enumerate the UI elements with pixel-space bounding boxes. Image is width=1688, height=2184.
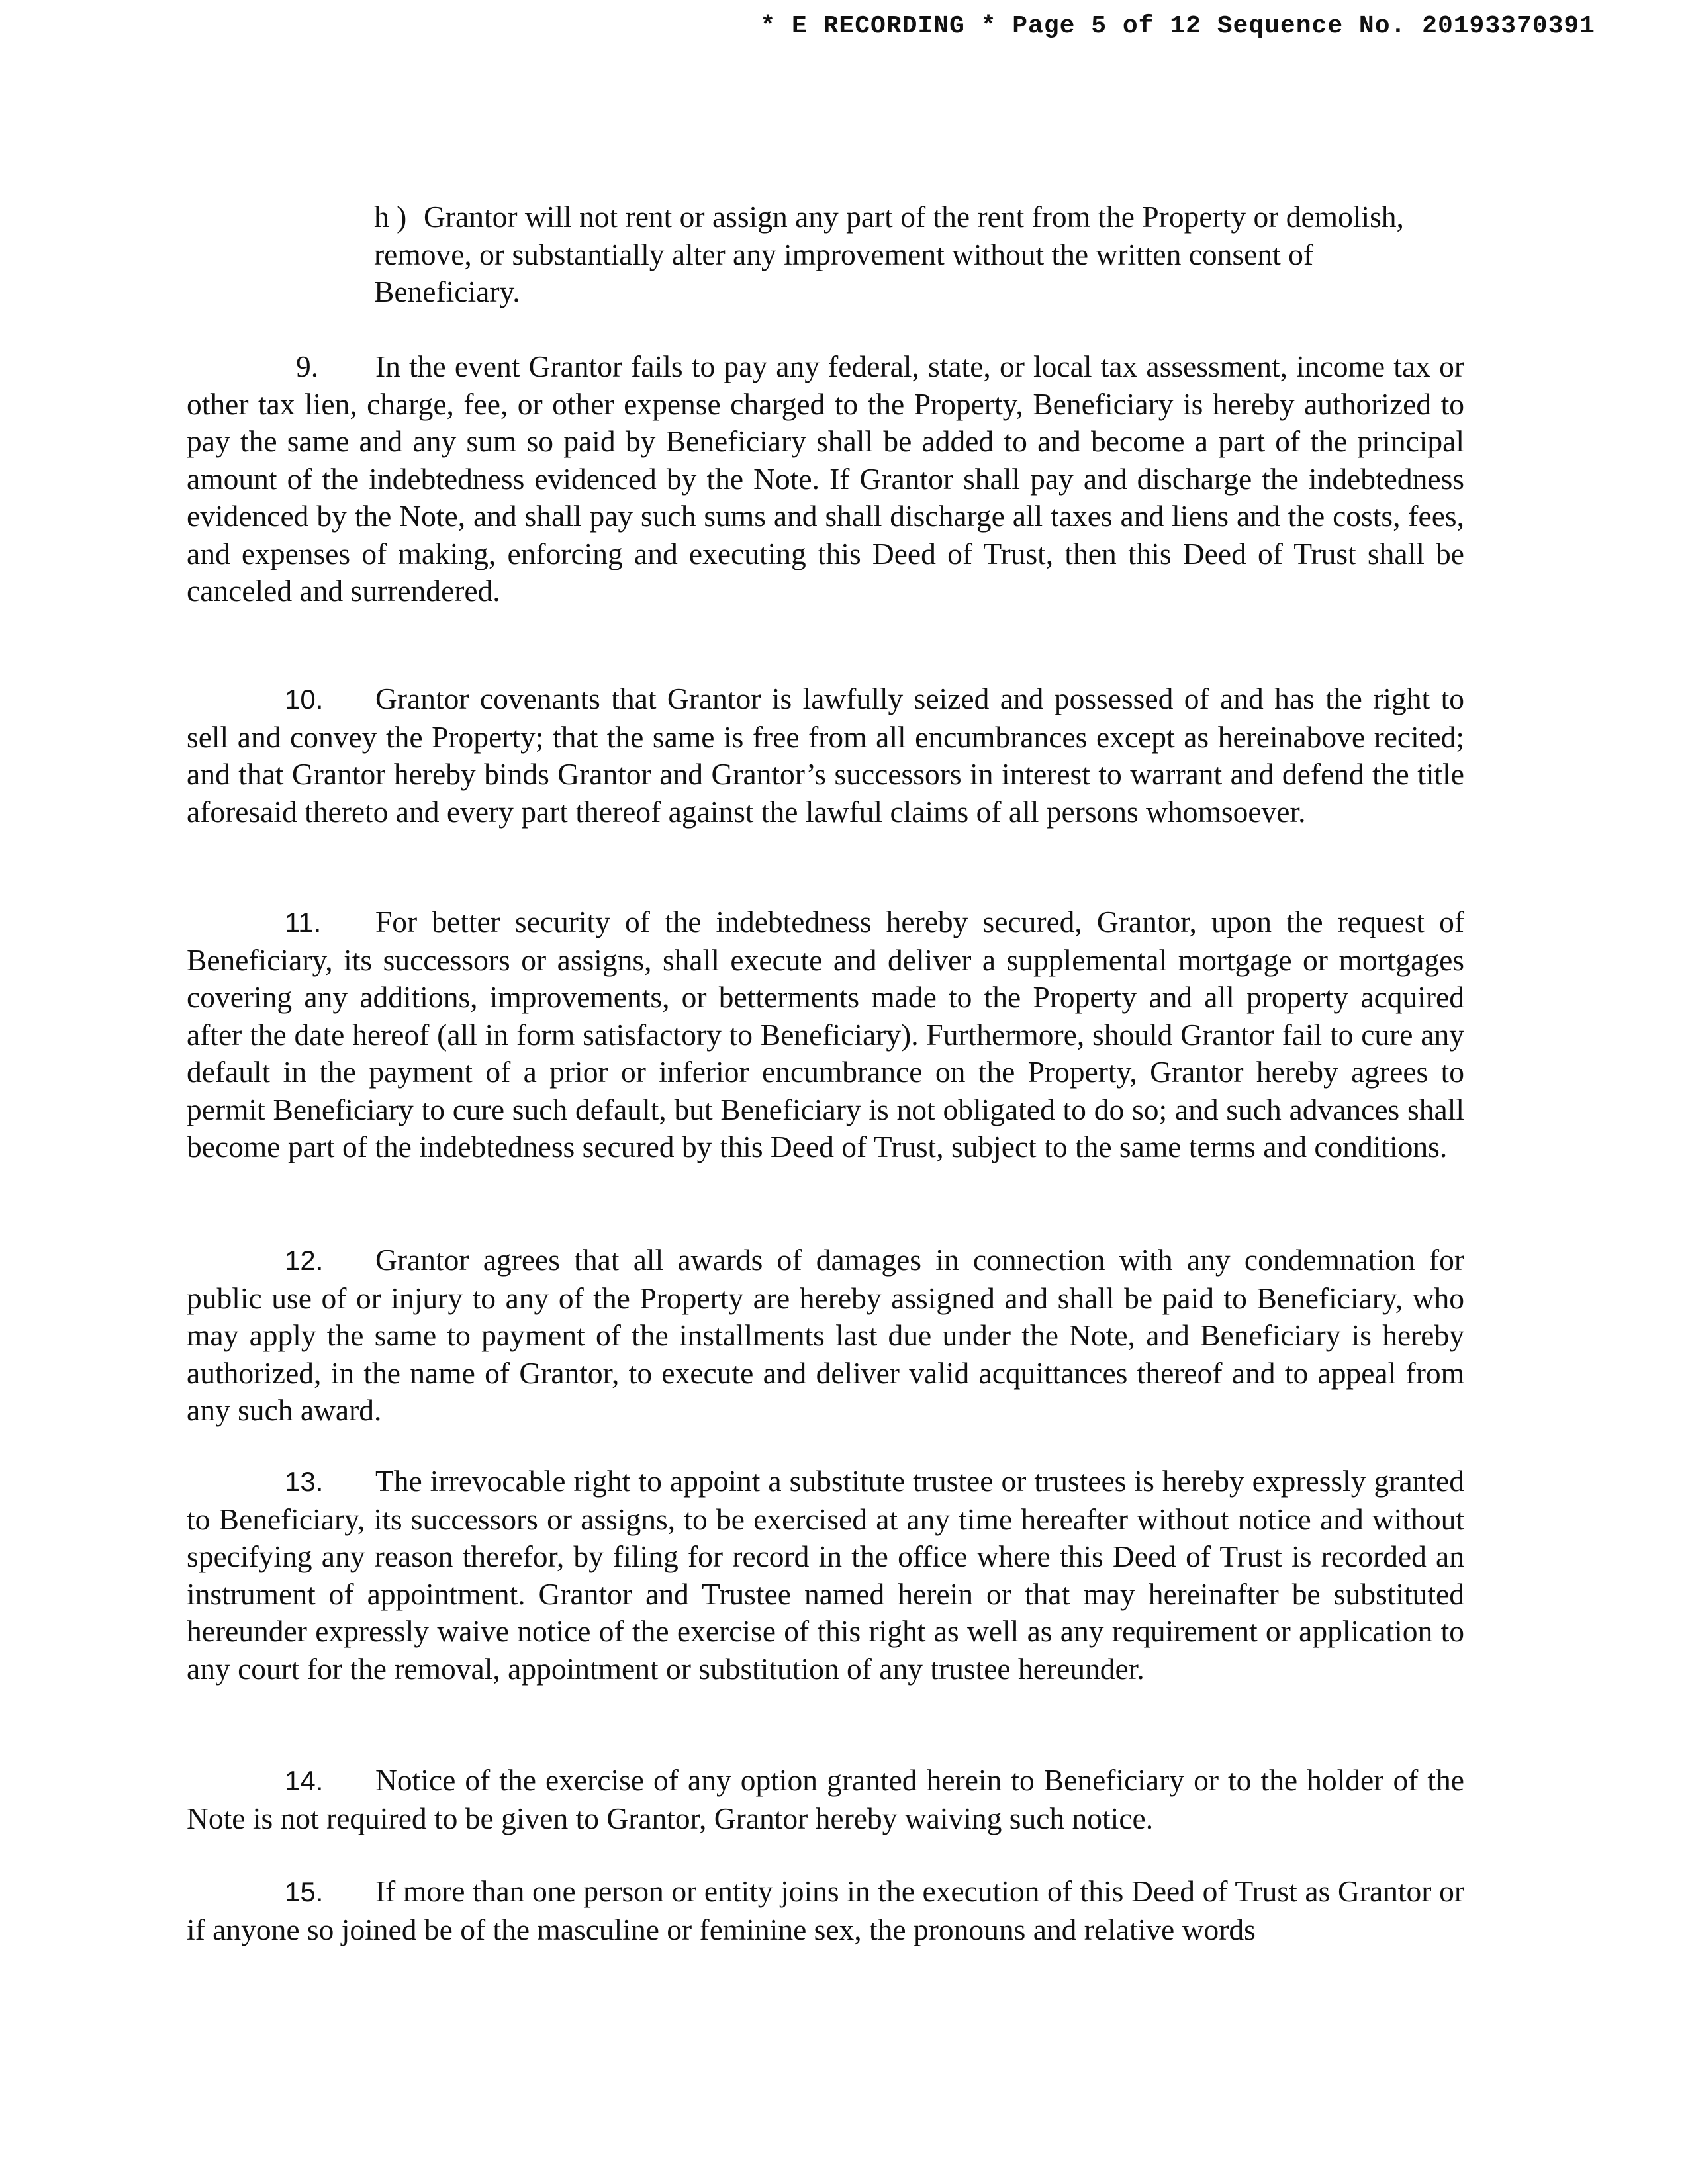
subitem-h-text: Grantor will not rent or assign any part of the rent from the Property or demolish, remove, or substantially alter any improvement without the written consent of Beneficiary. [374, 200, 1404, 308]
paragraph-9 [187, 348, 1464, 610]
paragraph-12 [187, 1242, 1464, 1430]
paragraph-10 [187, 680, 1464, 831]
paragraph-15-number: 15. [285, 1876, 324, 1907]
paragraph-12-number: 12. [285, 1245, 324, 1276]
paragraph-14-number: 14. [285, 1765, 324, 1796]
paragraph-14 [187, 1762, 1464, 1837]
paragraph-14-text: Notice of the exercise of any option granted herein to Beneficiary or to the holder of the Note is not required to be given to Grantor, Grantor hereby waiving such notice. [187, 1763, 1464, 1835]
subitem-h [374, 199, 1407, 311]
paragraph-9-number: 9. [296, 349, 319, 383]
recording-header: * E RECORDING * Page 5 of 12 Sequence No. 20193370391 [760, 12, 1595, 40]
subitem-h-label: h ) [374, 200, 407, 234]
paragraph-13-number: 13. [285, 1466, 324, 1497]
paragraph-13-text: The irrevocable right to appoint a substitute trustee or trustees is hereby expressly granted to Beneficiary, its successors or assigns, to be exercised at any time hereafter without notice and without specifying any reason therefor, by filing for record in the office where this Deed of Trust is recorded an instrument of appointment. Grantor and Trustee named herein or that may hereinafter be substituted hereunder expressly waive notice of the exercise of this right as well as any requirement or application to any court for the removal, appointment or substitution of any trustee hereunder. [187, 1464, 1464, 1686]
paragraph-13 [187, 1463, 1464, 1688]
paragraph-10-number: 10. [285, 684, 324, 715]
paragraph-11 [187, 903, 1464, 1166]
paragraph-10-text: Grantor covenants that Grantor is lawfully seized and possessed of and has the right to sell and convey the Property; that the same is free from all encumbrances except as hereinabove recited; and that Grantor hereby binds Grantor and Grantor’s successors in interest to warrant and defend the title aforesaid thereto and every part thereof against the lawful claims of all persons whomsoever. [187, 682, 1464, 829]
paragraph-9-text: In the event Grantor fails to pay any federal, state, or local tax assessment, income tax or other tax lien, charge, fee, or other expense charged to the Property, Beneficiary is hereby authorized to pay the same and any sum so paid by Beneficiary shall be added to and become a part of the principal amount of the indebtedness evidenced by the Note. If Grantor shall pay and discharge the indebtedness evidenced by the Note, and shall pay such sums and shall discharge all taxes and liens and the costs, fees, and expenses of making, enforcing and executing this Deed of Trust, then this Deed of Trust shall be canceled and surrendered. [187, 349, 1464, 608]
paragraph-12-text: Grantor agrees that all awards of damages in connection with any condemnation for public use of or injury to any of the Property are hereby assigned and shall be paid to Beneficiary, who may apply the same to payment of the installments last due under the Note, and Beneficiary is hereby authorized, in the name of Grantor, to execute and deliver valid acquittances thereof and to appeal from any such award. [187, 1243, 1464, 1427]
paragraph-11-number: 11. [285, 907, 322, 938]
paragraph-15-text: If more than one person or entity joins in the execution of this Deed of Trust as Grantor or if anyone so joined be of the masculine or feminine sex, the pronouns and relative words [187, 1874, 1464, 1946]
paragraph-15 [187, 1873, 1464, 1948]
paragraph-11-text: For better security of the indebtedness hereby secured, Grantor, upon the request of Beneficiary, its successors or assigns, shall execute and deliver a supplemental mortgage or mortgages covering any additions, improvements, or betterments made to the Property and all property acquired after the date hereof (all in form satisfactory to Beneficiary). Furthermore, should Grantor fail to cure any default in the payment of a prior or inferior encumbrance on the Property, Grantor hereby agrees to permit Beneficiary to cure such default, but Beneficiary is not obligated to do so; and such advances shall become part of the indebtedness secured by this Deed of Trust, subject to the same terms and conditions. [187, 905, 1464, 1163]
